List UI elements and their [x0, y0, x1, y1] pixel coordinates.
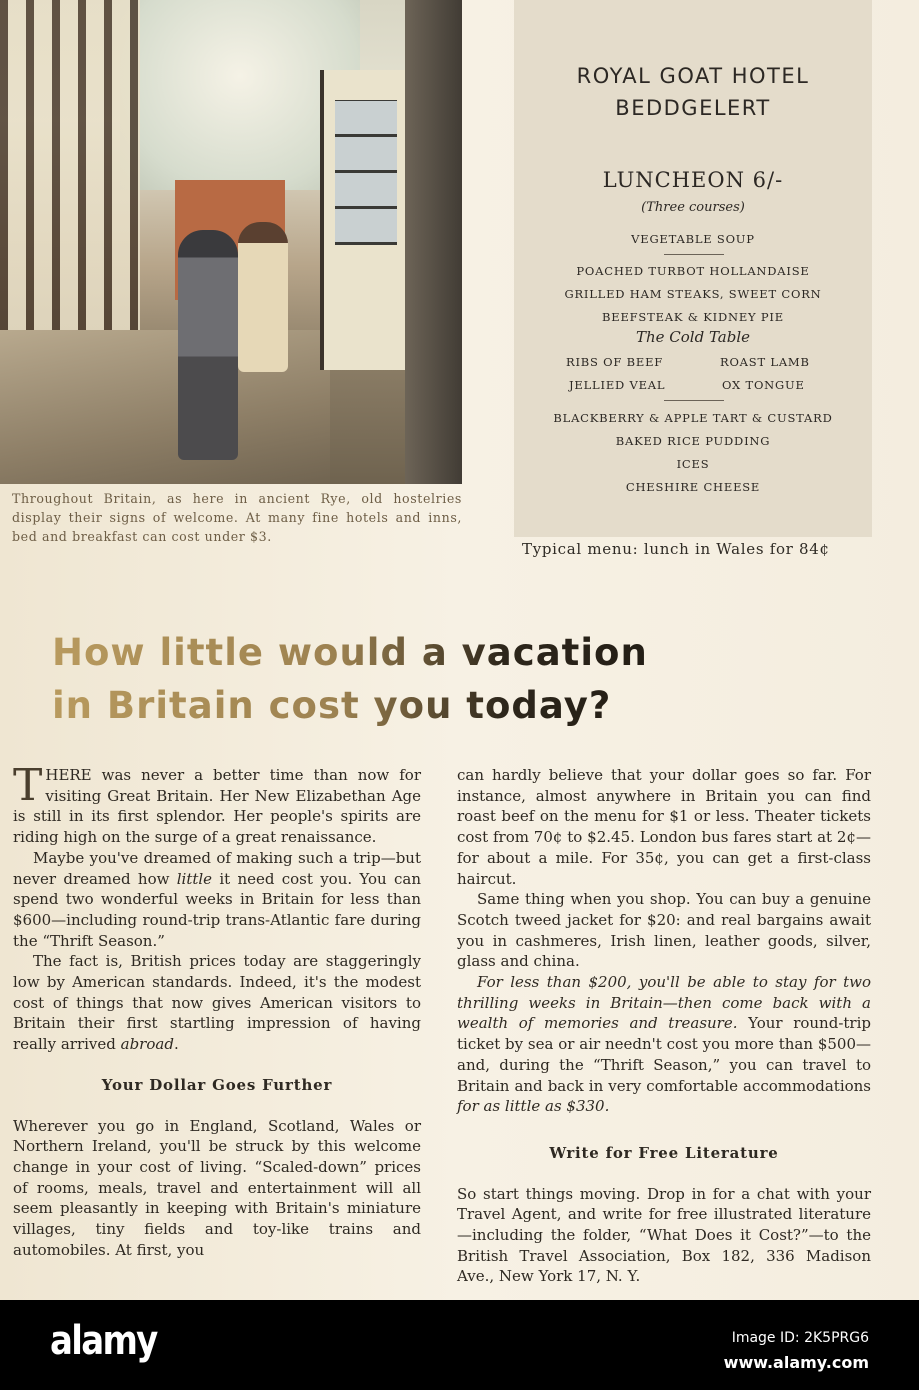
alamy-logo: alamy — [50, 1318, 157, 1364]
paragraph: The fact is, British prices today are staggeringly low by American standards. Indeed, it's the modest cost of things that now gives American visitors to Britain their first startling impression of having really arrived abroad. — [13, 952, 421, 1054]
menu-item: ROAST LAMB — [720, 355, 810, 369]
menu-item: ICES — [676, 457, 710, 471]
image-id: Image ID: 2K5PRG6 — [731, 1330, 869, 1346]
body-column-left — [13, 760, 421, 1260]
watermark-bar — [0, 1300, 919, 1390]
hotel-name: ROYAL GOAT HOTEL — [576, 64, 810, 88]
menu-item: BLACKBERRY & APPLE TART & CUSTARD — [553, 411, 833, 425]
paragraph: Same thing when you shop. You can buy a genuine Scotch tweed jacket for $20: and real bargains await you in cashmeres, Irish linen, leather goods, silver, glass and china. — [457, 890, 871, 971]
headline-line-2: in Britain cost you today? — [52, 679, 872, 732]
paragraph: Wherever you go in England, Scotland, Wales or Northern Ireland, you'll be struck by this welcome change in your cost of living. “Scaled-down” prices of rooms, meals, travel and entertainment will all seem pleasantly in keeping with Britain's miniature villages, tiny fields and toy-like trains and automobiles. At first, you — [13, 1116, 421, 1259]
paragraph: THERE was never a better time than now for visiting Great Britain. Her New Elizabethan Age is still in its first splendor. Her people's spirits are riding high on the surge of a great renaissance. — [13, 760, 421, 847]
headline-line-1: How little would a vacation — [52, 626, 872, 679]
paragraph: can hardly believe that your dollar goes so far. For instance, almost anywhere in Britain you can find roast beef on the menu for $1 or less. Theater tickets cost from 70¢ to $2.45. London bus fares start at 2¢—for about a mile. For 35¢, you can get a first-class haircut. — [457, 766, 871, 888]
subheading: Your Dollar Goes Further — [101, 1075, 333, 1094]
body-column-right — [457, 765, 871, 1287]
menu-item: VEGETABLE SOUP — [631, 232, 755, 246]
menu-card — [514, 0, 872, 537]
menu-item: BAKED RICE PUDDING — [615, 434, 771, 448]
divider — [664, 400, 724, 401]
menu-title: LUNCHEON 6/- — [602, 168, 784, 192]
woman-figure — [238, 222, 288, 372]
menu-subtitle: (Three courses) — [641, 200, 745, 215]
menu-cold-table: The Cold Table — [635, 328, 751, 346]
paragraph: For less than $200, you'll be able to stay for two thrilling weeks in Britain—then come back with a wealth of memories and treasure. Your round-trip ticket by sea or air needn't cost you more than $500—and, during the “Thrift Season,” you can travel to Britain and back in very comfortable accommodations for as little as $330. — [457, 973, 871, 1116]
paragraph: Maybe you've dreamed of making such a trip—but never dreamed how little it need cost you. You can spend two wonderful weeks in Britain for less than $600—including round-trip trans-Atlantic fare during the “Thrift Season.” — [13, 848, 421, 950]
menu-item: CHESHIRE CHEESE — [625, 480, 761, 494]
menu-caption: Typical menu: lunch in Wales for 84¢ — [522, 540, 830, 558]
menu-item: OX TONGUE — [722, 378, 805, 392]
subheading: Write for Free Literature — [549, 1143, 779, 1162]
site-link[interactable]: www.alamy.com — [723, 1353, 869, 1372]
hotel-place: BEDDGELERT — [615, 96, 771, 120]
menu-item: BEEFSTEAK & KIDNEY PIE — [602, 310, 784, 324]
man-figure — [178, 230, 238, 460]
menu-item: POACHED TURBOT HOLLANDAISE — [576, 264, 810, 278]
menu-item: GRILLED HAM STEAKS, SWEET CORN — [564, 287, 822, 301]
paragraph: So start things moving. Drop in for a chat with your Travel Agent, and write for free illustrated literature—including the folder, “What Does it Cost?”—to the British Travel Association, Box 182, 336 Madison Ave., New York 17, N. Y. — [457, 1184, 871, 1286]
drop-cap: T — [13, 760, 43, 811]
rye-street-photo — [0, 0, 462, 484]
menu-item: RIBS OF BEEF — [566, 355, 664, 369]
headline — [52, 626, 872, 732]
photo-caption: Throughout Britain, as here in ancient Rye, old hostelries display their signs of welcome. At many fine hotels and inns, bed and breakfast can cost under $3. — [12, 491, 462, 544]
menu-item: JELLIED VEAL — [569, 378, 666, 392]
divider — [664, 254, 724, 255]
